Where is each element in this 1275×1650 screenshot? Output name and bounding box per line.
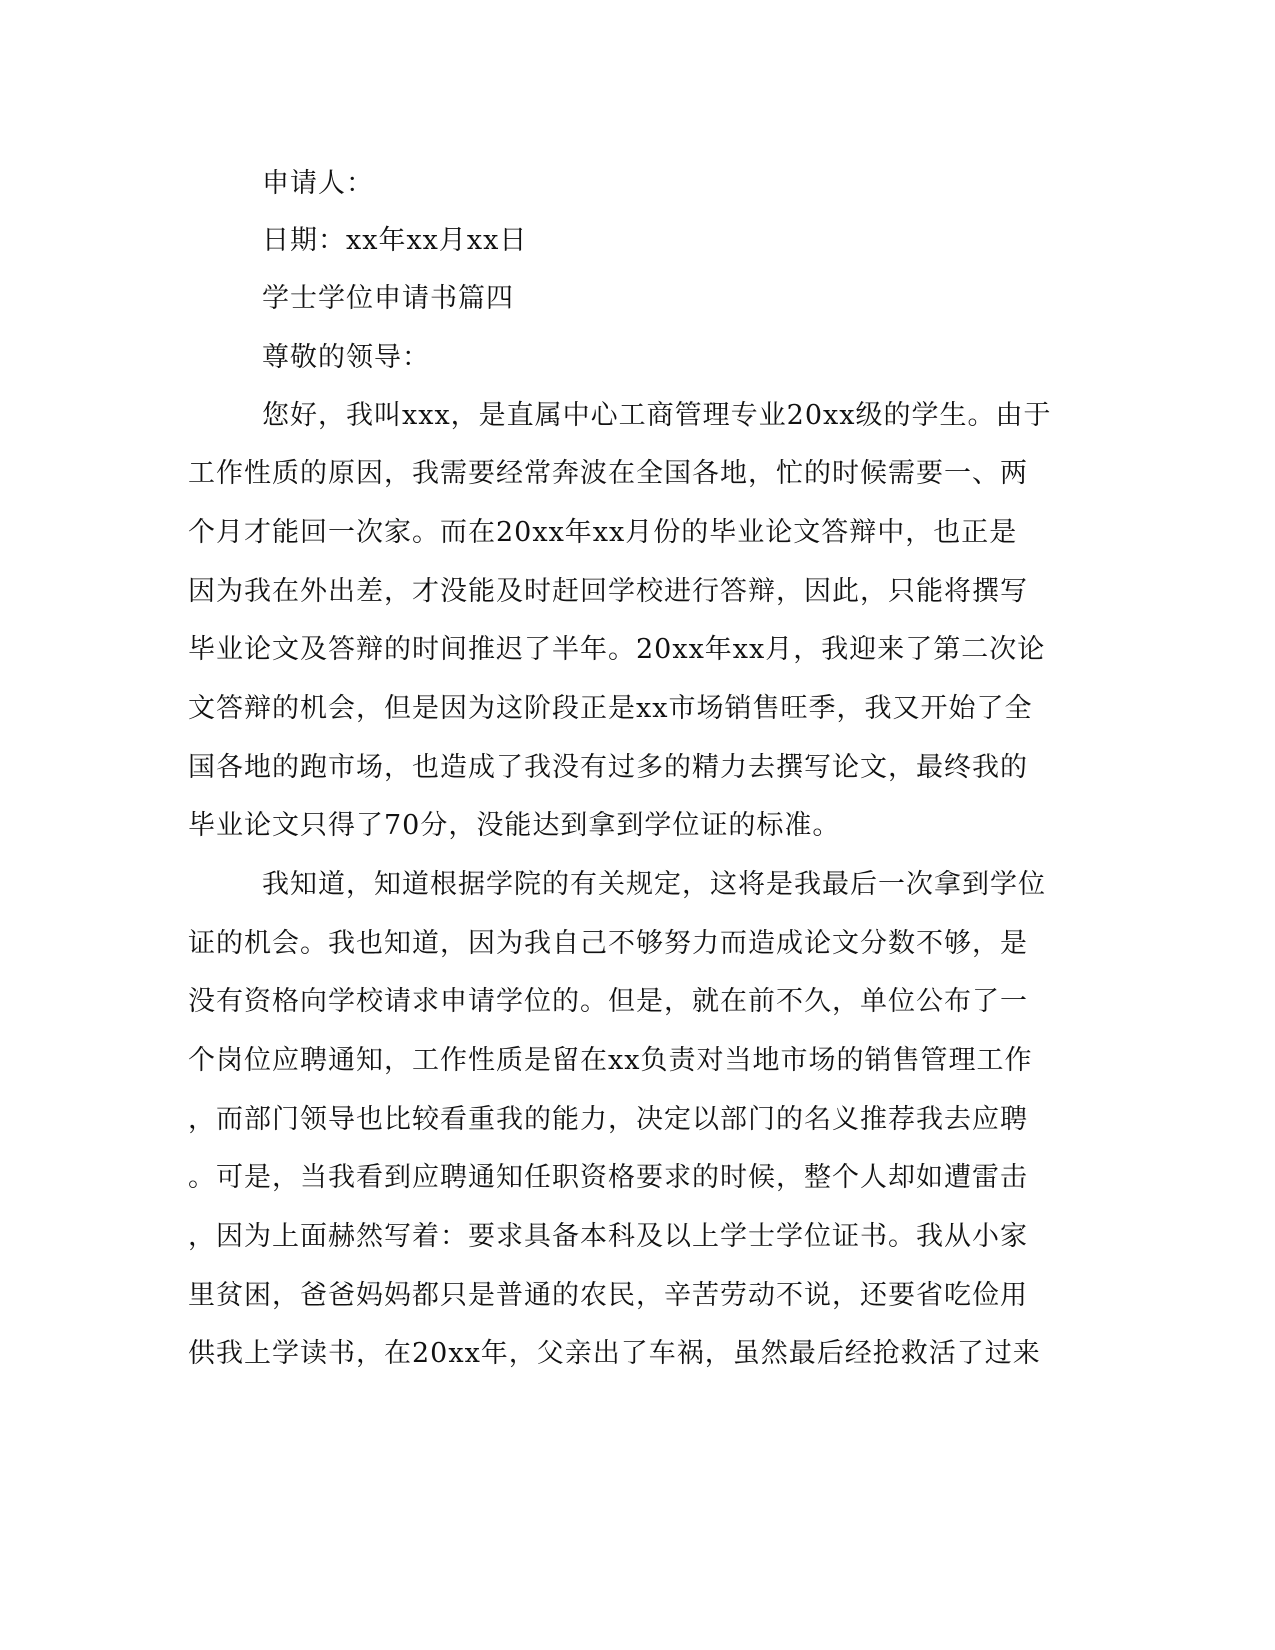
paragraph-line: 个月才能回一次家。而在20xx年xx月份的毕业论文答辩中，也正是 (188, 517, 1018, 548)
paragraph-line: 因为我在外出差，才没能及时赶回学校进行答辩，因此，只能将撰写 (188, 576, 1028, 607)
paragraph-line: 毕业论文及答辩的时间推迟了半年。20xx年xx月，我迎来了第二次论 (188, 634, 1046, 665)
paragraph-line: ，因为上面赫然写着：要求具备本科及以上学士学位证书。我从小家 (188, 1221, 1028, 1252)
paragraph-line: 没有资格向学校请求申请学位的。但是，就在前不久，单位公布了一 (188, 986, 1028, 1017)
paragraph-line: 证的机会。我也知道，因为我自己不够努力而造成论文分数不够，是 (188, 928, 1028, 959)
paragraph-line: 工作性质的原因，我需要经常奔波在全国各地，忙的时候需要一、两 (188, 458, 1028, 489)
paragraph-line: 国各地的跑市场，也造成了我没有过多的精力去撰写论文，最终我的 (188, 752, 1028, 783)
paragraph-line: ，而部门领导也比较看重我的能力，决定以部门的名义推荐我去应聘 (188, 1104, 1028, 1135)
paragraph-line: 。可是，当我看到应聘通知任职资格要求的时候，整个人却如遭雷击 (188, 1162, 1028, 1193)
applicant-label: 申请人： (262, 168, 374, 199)
salutation: 尊敬的领导： (262, 342, 430, 373)
section-title: 学士学位申请书篇四 (262, 283, 514, 314)
paragraph-line: 我知道，知道根据学院的有关规定，这将是我最后一次拿到学位 (262, 869, 1046, 900)
paragraph-line: 里贫困，爸爸妈妈都只是普通的农民，辛苦劳动不说，还要省吃俭用 (188, 1280, 1028, 1311)
paragraph-line: 您好，我叫xxx，是直属中心工商管理专业20xx级的学生。由于 (262, 400, 1052, 431)
paragraph-line: 供我上学读书，在20xx年，父亲出了车祸，虽然最后经抢救活了过来 (188, 1338, 1041, 1369)
paragraph-line: 毕业论文只得了70分，没能达到拿到学位证的标准。 (188, 810, 841, 841)
date-line: 日期：xx年xx月xx日 (262, 225, 528, 256)
paragraph-line: 文答辩的机会，但是因为这阶段正是xx市场销售旺季，我又开始了全 (188, 693, 1033, 724)
paragraph-line: 个岗位应聘通知，工作性质是留在xx负责对当地市场的销售管理工作 (188, 1045, 1033, 1076)
